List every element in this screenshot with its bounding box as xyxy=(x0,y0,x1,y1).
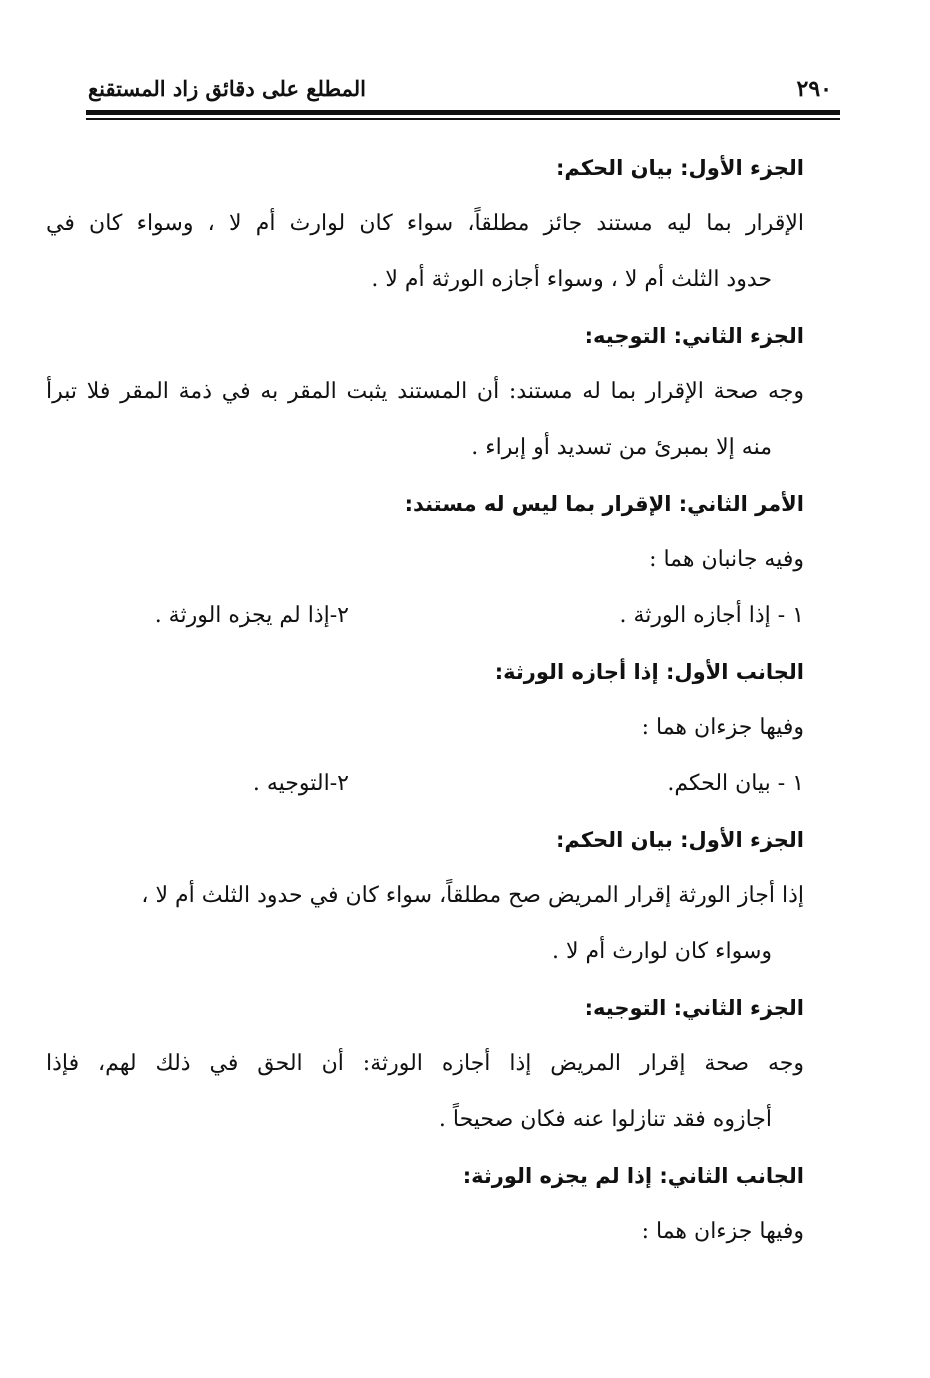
section-heading: الجزء الأول: بيان الحكم: xyxy=(555,156,804,180)
paragraph-line: وجه صحة الإقرار بما له مستند: أن المستند يثبت المقر به في ذمة المقر فلا تبرأ xyxy=(46,379,804,404)
paragraph-line: إذا أجاز الورثة إقرار المريض صح مطلقاً، سواء كان في حدود الثلث أم لا ، xyxy=(141,883,804,908)
header-rule-thin xyxy=(86,118,840,120)
list-item: ١ - إذا أجازه الورثة . xyxy=(619,603,804,628)
section-heading: الجانب الثاني: إذا لم يجزه الورثة: xyxy=(462,1164,804,1188)
list-row xyxy=(86,756,804,812)
section-heading: الجزء الأول: بيان الحكم: xyxy=(555,828,804,852)
paragraph-line: أجازوه فقد تنازلوا عنه فكان صحيحاً . xyxy=(438,1107,772,1132)
list-item: ٢-التوجيه . xyxy=(252,771,349,796)
list-item: ١ - بيان الحكم. xyxy=(667,771,804,796)
paragraph-line: وجه صحة إقرار المريض إذا أجازه الورثة: أن الحق في ذلك لهم، فإذا xyxy=(46,1051,804,1076)
section-heading: الأمر الثاني: الإقرار بما ليس له مستند: xyxy=(404,492,804,516)
paragraph-line: الإقرار بما ليه مستند جائز مطلقاً، سواء كان لوارث أم لا ، وسواء كان في xyxy=(46,211,804,236)
list-item: ٢-إذا لم يجزه الورثة . xyxy=(154,603,349,628)
header-rule-thick xyxy=(86,110,840,115)
paragraph-line: وفيها جزءان هما : xyxy=(641,715,804,740)
section-heading: الجزء الثاني: التوجيه: xyxy=(584,996,804,1020)
book-title: المطلع على دقائق زاد المستقنع xyxy=(88,76,367,101)
paragraph-line: وسواء كان لوارث أم لا . xyxy=(552,939,772,964)
paragraph-line: منه إلا بمبرئ من تسديد أو إبراء . xyxy=(471,435,772,460)
page-header xyxy=(86,74,838,108)
page-number: ٢٩٠ xyxy=(796,76,832,102)
paragraph-line: وفيها جزءان هما : xyxy=(641,1219,804,1244)
section-heading: الجانب الأول: إذا أجازه الورثة: xyxy=(494,660,804,684)
page-body xyxy=(46,140,804,1260)
paragraph-line: وفيه جانبان هما : xyxy=(649,547,804,572)
section-heading: الجزء الثاني: التوجيه: xyxy=(584,324,804,348)
paragraph-line: حدود الثلث أم لا ، وسواء أجازه الورثة أم لا . xyxy=(371,267,772,292)
list-row xyxy=(86,588,804,644)
